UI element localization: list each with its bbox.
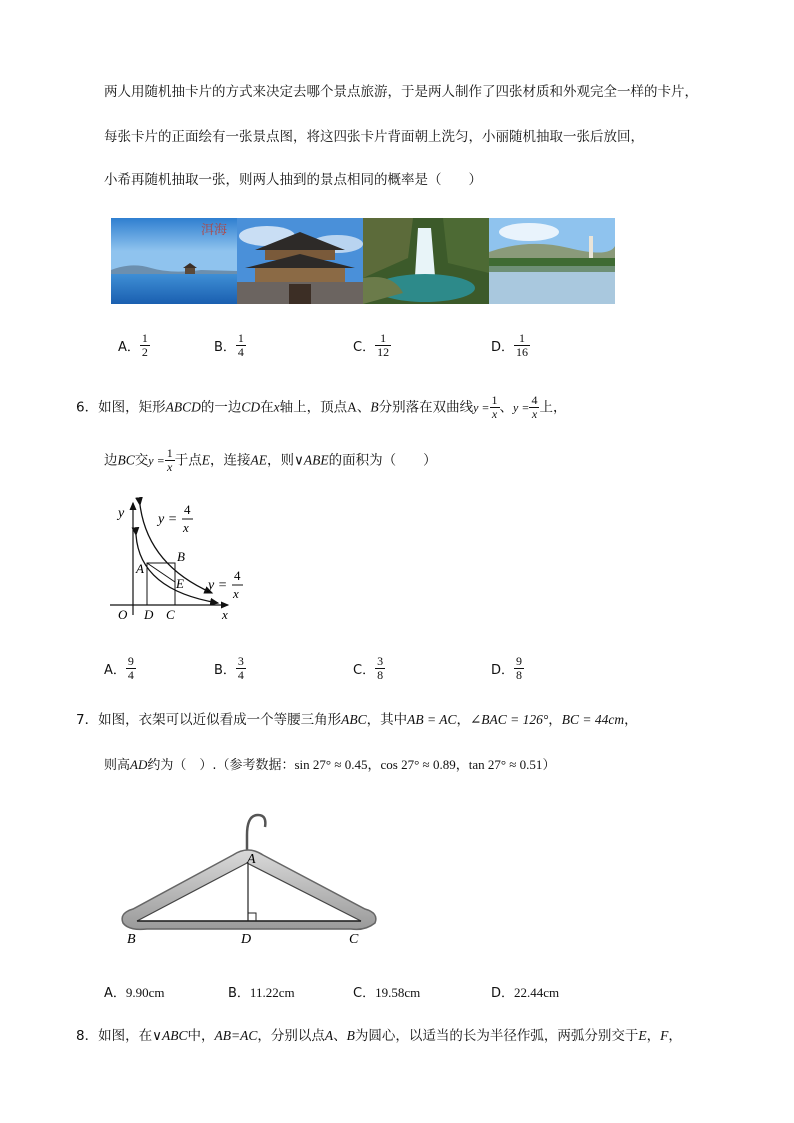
photo-waterfall bbox=[363, 218, 489, 304]
fig6-y-axis-label: y bbox=[118, 506, 125, 521]
fig6-upper-curve-den: x bbox=[183, 520, 189, 535]
q6-hyperbola-figure bbox=[100, 495, 260, 625]
q8-text-line-1: 8．如图，在∨ABC中，AB=AC，分别以点A、B为圆心，以适当的长为半径作弧，两弧分别交于E，F， bbox=[76, 1028, 682, 1044]
fig6-upper-curve-num: 4 bbox=[184, 502, 191, 517]
q5-text-line-1: 两人用随机抽卡片的方式来决定去哪个景点旅游，于是两人制作了四张材质和外观完全一样的卡片， bbox=[104, 84, 698, 100]
q6-text-line-2: 边BC交y = $\frac{1}{x}$ 于点E，连接AE，则∨ABE的面积为（ ） bbox=[104, 446, 437, 474]
fig6-point-c: C bbox=[166, 607, 175, 622]
q6-option-c[interactable]: C． $\frac{3}{8}$ bbox=[353, 654, 384, 682]
q5-text-line-3: 小希再随机抽取一张，则两人抽到的景点相同的概率是（ ） bbox=[104, 172, 482, 188]
q5-option-d[interactable]: D． $\frac{1}{16}$ bbox=[491, 331, 529, 359]
q7-option-b[interactable]: B．11.22cm bbox=[228, 985, 295, 1001]
fig7-point-d: D bbox=[241, 932, 252, 947]
q5-option-c-fraction: $\frac{1}{12}$ bbox=[377, 331, 390, 359]
q7-text-line-1: 7．如图，衣架可以近似看成一个等腰三角形ABC，其中AB = AC，∠BAC = 126°，BC = 44cm， bbox=[76, 712, 638, 728]
q7-option-c[interactable]: C．19.58cm bbox=[353, 985, 421, 1001]
fig7-point-b: B bbox=[127, 932, 136, 947]
fig6-origin-label: O bbox=[118, 607, 128, 622]
fig6-point-e: E bbox=[176, 576, 184, 591]
fig7-point-a: A bbox=[247, 852, 256, 867]
fig6-lower-curve-lhs: y = bbox=[208, 578, 228, 593]
q5-option-d-fraction: $\frac{1}{16}$ bbox=[516, 331, 529, 359]
q6-option-b[interactable]: B． $\frac{3}{4}$ bbox=[214, 654, 244, 682]
q7-option-a[interactable]: A．9.90cm bbox=[104, 985, 165, 1001]
fig6-lower-curve-num: 4 bbox=[234, 568, 241, 583]
q7-hanger-figure bbox=[115, 805, 385, 950]
q5-option-a[interactable]: A． $\frac{1}{2}$ bbox=[118, 331, 148, 359]
photo-erhai-lake bbox=[111, 218, 237, 304]
q5-option-b-fraction: $\frac{1}{4}$ bbox=[237, 331, 244, 359]
q5-option-b[interactable]: B． $\frac{1}{4}$ bbox=[214, 331, 244, 359]
q6-option-a[interactable]: A． $\frac{9}{4}$ bbox=[104, 654, 134, 682]
q5-text-line-2: 每张卡片的正面绘有一张景点图，将这四张卡片背面朝上洗匀，小丽随机抽取一张后放回， bbox=[104, 129, 644, 145]
scenic-photo-strip bbox=[111, 218, 615, 304]
fig6-point-d: D bbox=[144, 607, 154, 622]
fig6-x-axis-label: x bbox=[222, 607, 228, 622]
fig6-upper-curve-lhs: y = bbox=[158, 512, 178, 527]
q7-text-line-2: 则高AD约为（ ）.（参考数据：sin 27° ≈ 0.45，cos 27° ≈ 0.89，tan 27° ≈ 0.51） bbox=[104, 757, 556, 773]
fig6-lower-curve-den: x bbox=[233, 586, 239, 601]
q5-option-a-fraction: $\frac{1}{2}$ bbox=[141, 331, 148, 359]
photo-three-pagodas bbox=[489, 218, 615, 304]
q5-option-c[interactable]: C． $\frac{1}{12}$ bbox=[353, 331, 390, 359]
fig6-point-b: B bbox=[177, 549, 185, 564]
q7-option-d[interactable]: D．22.44cm bbox=[491, 985, 560, 1001]
fig7-point-c: C bbox=[349, 932, 359, 947]
q6-text-line-1: 6．如图，矩形ABCD的一边CD在x轴上，顶点A、B分别落在双曲线y = $\frac{1}{x}$ 、y = $\frac{4}{x}$ 上， bbox=[76, 393, 567, 421]
photo-pagoda bbox=[237, 218, 363, 304]
fig6-point-a: A bbox=[136, 561, 144, 576]
photo-caption: 洱海 bbox=[201, 223, 228, 238]
q6-option-d[interactable]: D． $\frac{9}{8}$ bbox=[491, 654, 523, 682]
